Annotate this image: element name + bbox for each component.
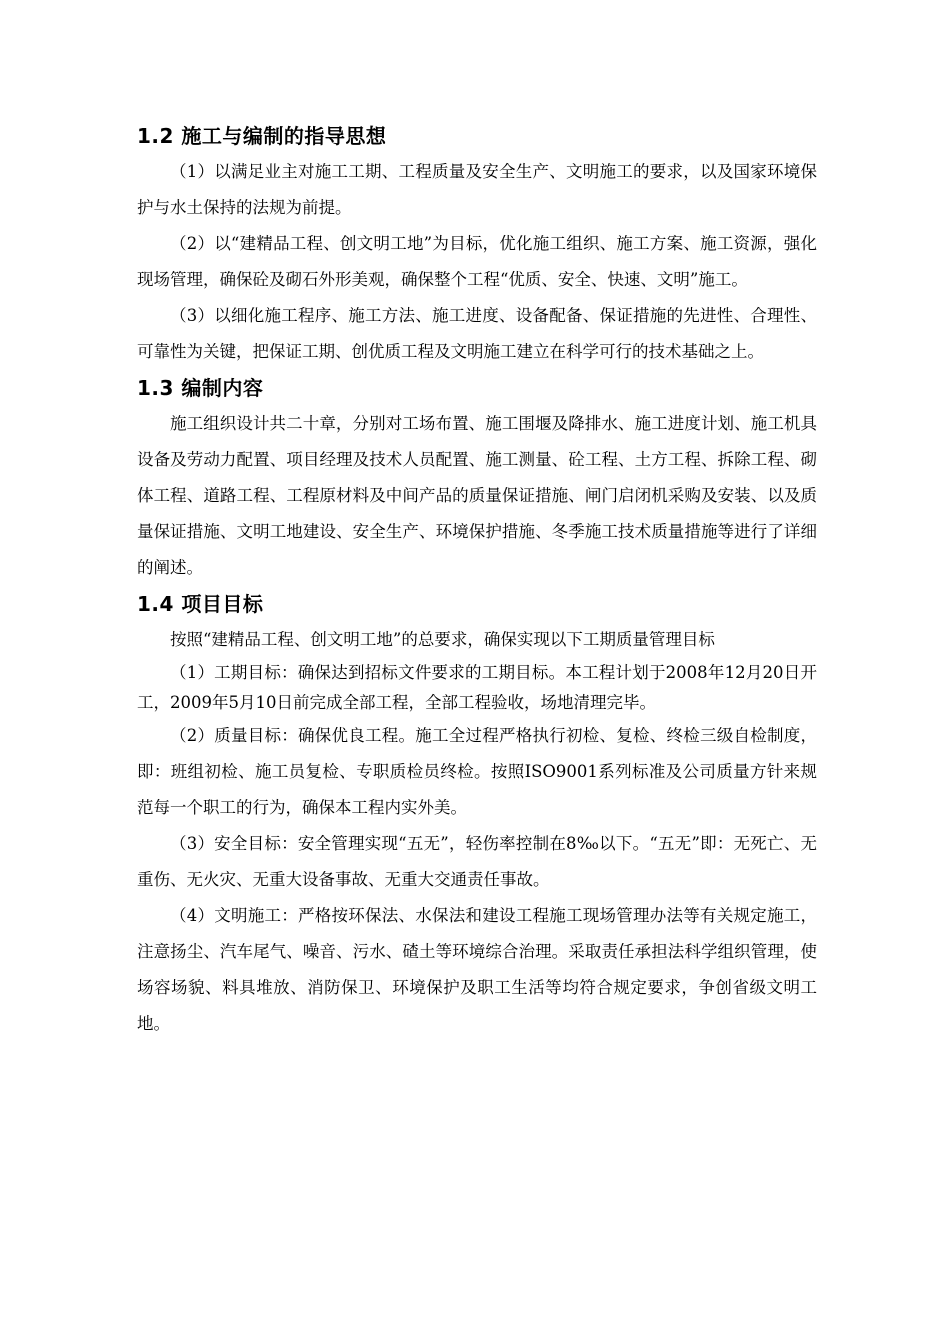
section-1-2 — [137, 118, 817, 370]
section-1-3 — [137, 370, 817, 586]
section-heading: 1.3 编制内容 — [137, 376, 264, 400]
section-heading: 1.4 项目目标 — [137, 592, 264, 616]
paragraph: 施工组织设计共二十章，分别对工场布置、施工围堰及降排水、施工进度计划、施工机具设备及劳动力配置、项目经理及技术人员配置、施工测量、砼工程、土方工程、拆除工程、砌体工程、道路工程、工程原材料及中间产品的质量保证措施、闸门启闭机采购及安装、以及质量保证措施、文明工地建设、安全生产、环境保护措施、冬季施工技术质量措施等进行了详细的阐述。 — [137, 414, 817, 577]
paragraph: （3）以细化施工程序、施工方法、施工进度、设备配备、保证措施的先进性、合理性、可靠性为关键，把保证工期、创优质工程及文明施工建立在科学可行的技术基础之上。 — [137, 306, 817, 361]
document-page — [137, 118, 817, 1042]
paragraph: （4）文明施工：严格按环保法、水保法和建设工程施工现场管理办法等有关规定施工，注意扬尘、汽车尾气、噪音、污水、碴土等环境综合治理。采取责任承担法科学组织管理，使场容场貌、料具堆放、消防保卫、环境保护及职工生活等均符合规定要求，争创省级文明工地。 — [137, 906, 817, 1033]
paragraph: （2）以“建精品工程、创文明工地”为目标，优化施工组织、施工方案、施工资源，强化现场管理，确保砼及砌石外形美观，确保整个工程“优质、安全、快速、文明”施工。 — [137, 234, 817, 289]
paragraph: （1）以满足业主对施工工期、工程质量及安全生产、文明施工的要求，以及国家环境保护与水土保持的法规为前提。 — [137, 162, 817, 217]
paragraph: （3）安全目标：安全管理实现“五无”，轻伤率控制在8‰以下。“五无”即：无死亡、无重伤、无火灾、无重大设备事故、无重大交通责任事故。 — [137, 834, 817, 889]
paragraph: （1）工期目标：确保达到招标文件要求的工期目标。本工程计划于2008年12月20日开工，2009年5月10日前完成全部工程，全部工程验收，场地清理完毕。 — [137, 663, 817, 712]
paragraph: （2）质量目标：确保优良工程。施工全过程严格执行初检、复检、终检三级自检制度，即：班组初检、施工员复检、专职质检员终检。按照ISO9001系列标准及公司质量方针来规范每一个职工的行为，确保本工程内实外美。 — [137, 726, 817, 817]
section-heading: 1.2 施工与编制的指导思想 — [137, 124, 387, 148]
section-1-4 — [137, 586, 817, 1042]
paragraph: 按照“建精品工程、创文明工地”的总要求，确保实现以下工期质量管理目标 — [170, 630, 715, 649]
